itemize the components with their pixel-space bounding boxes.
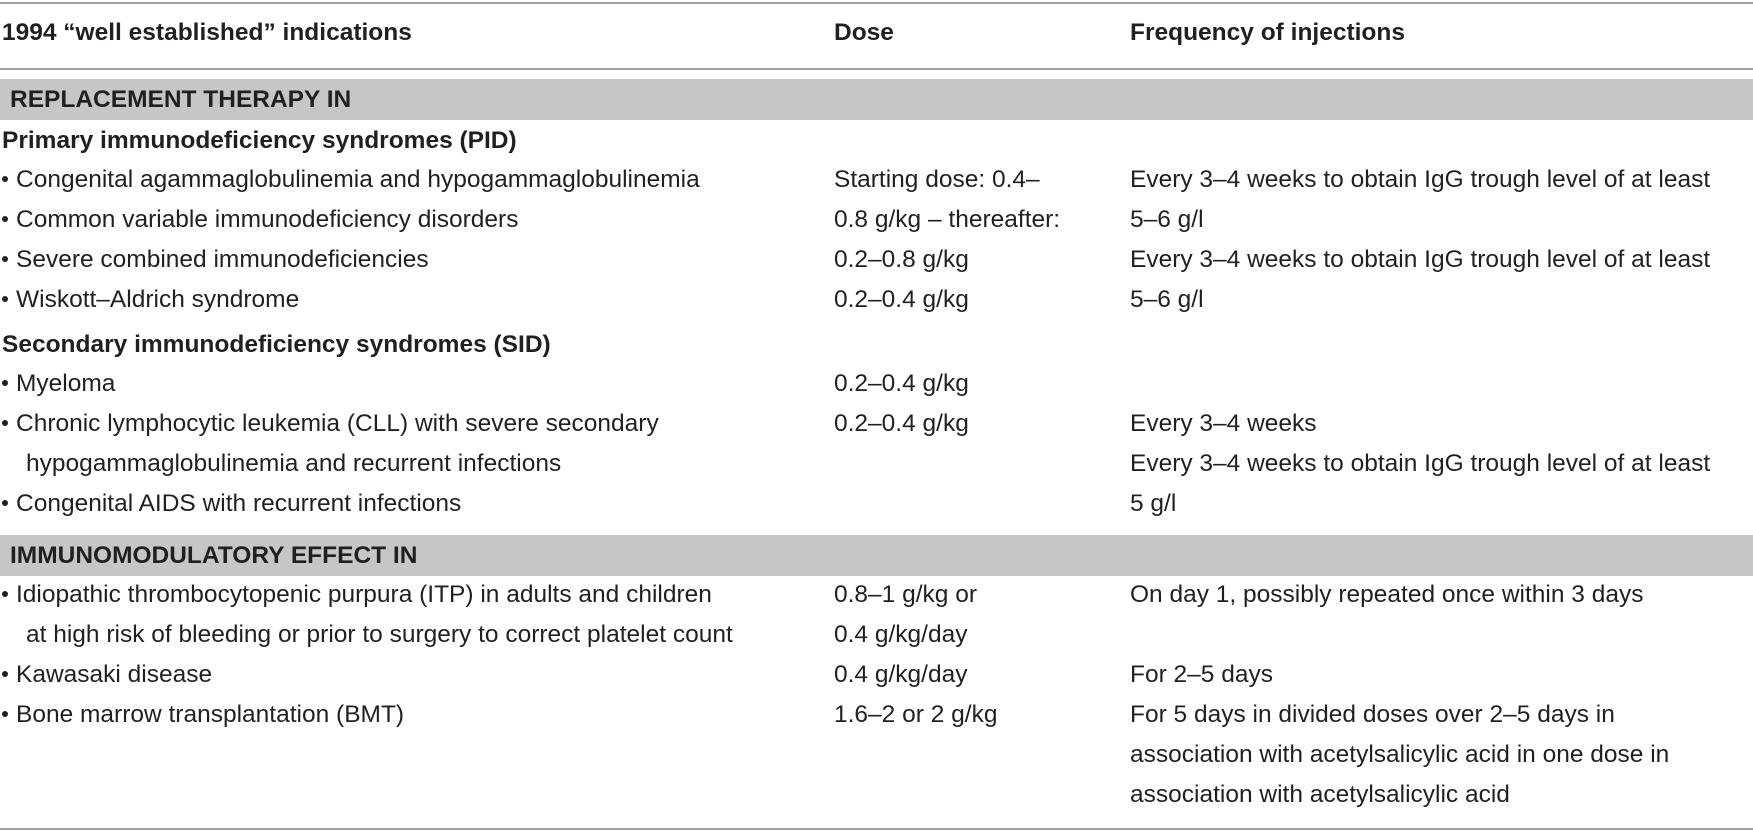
- immuno-frequency-itp: On day 1, possibly repeated once within 3 days: [1130, 581, 1644, 608]
- pid-frequency-line-2: 5–6 g/l: [1130, 206, 1204, 233]
- header-dose: Dose: [834, 19, 894, 46]
- section-title-replacement: REPLACEMENT THERAPY IN: [10, 86, 352, 113]
- table-top-rule: [0, 2, 1753, 4]
- pid-indication-3: Severe combined immunodeficiencies: [2, 240, 429, 280]
- sid-frequency-aids-line-2: 5 g/l: [1130, 490, 1177, 517]
- pid-indication-2: Common variable immunodeficiency disorders: [2, 200, 518, 240]
- immuno-indication-itp: Idiopathic thrombocytopenic purpura (ITP) in adults and children: [2, 575, 712, 615]
- pid-frequency-line-4: 5–6 g/l: [1130, 286, 1204, 313]
- section-title-immunomodulatory: IMMUNOMODULATORY EFFECT IN: [10, 542, 418, 569]
- pid-frequency-line-3: Every 3–4 weeks to obtain IgG trough level of at least: [1130, 246, 1711, 273]
- header-frequency: Frequency of injections: [1130, 19, 1405, 46]
- sid-dose-cll: 0.2–0.4 g/kg: [834, 410, 969, 437]
- sid-frequency-cll: Every 3–4 weeks: [1130, 410, 1317, 437]
- sid-indication-cll-line-2: hypogammaglobulinemia and recurrent infections: [26, 450, 562, 477]
- immuno-indication-itp-line-2: at high risk of bleeding or prior to surgery to correct platelet count: [26, 621, 733, 648]
- immuno-indication-bmt: Bone marrow transplantation (BMT): [2, 695, 404, 735]
- pid-dose-line-4: 0.2–0.4 g/kg: [834, 286, 969, 313]
- sid-indication-myeloma: Myeloma: [2, 364, 115, 404]
- header-indications: 1994 “well established” indications: [2, 19, 412, 46]
- immuno-dose-bmt: 1.6–2 or 2 g/kg: [834, 701, 998, 728]
- sid-dose-myeloma: 0.2–0.4 g/kg: [834, 370, 969, 397]
- pid-dose-line-1: Starting dose: 0.4–: [834, 166, 1040, 193]
- pid-indication-4: Wiskott–Aldrich syndrome: [2, 280, 299, 320]
- sid-indication-cll: Chronic lymphocytic leukemia (CLL) with severe secondary: [2, 404, 659, 444]
- sid-subheading: Secondary immunodeficiency syndromes (SID): [2, 331, 551, 358]
- sid-indication-aids: Congenital AIDS with recurrent infections: [2, 484, 461, 524]
- header-bottom-rule: [0, 68, 1753, 70]
- immuno-dose-itp-line-2: 0.4 g/kg/day: [834, 621, 968, 648]
- immuno-indication-kawasaki: Kawasaki disease: [2, 655, 212, 695]
- pid-frequency-line-1: Every 3–4 weeks to obtain IgG trough level of at least: [1130, 166, 1711, 193]
- pid-subheading: Primary immunodeficiency syndromes (PID): [2, 127, 517, 154]
- immuno-frequency-bmt-line-2: association with acetylsalicylic acid in one dose in: [1130, 741, 1670, 768]
- immuno-frequency-bmt-line-3: association with acetylsalicylic acid: [1130, 781, 1510, 808]
- immuno-dose-kawasaki: 0.4 g/kg/day: [834, 661, 968, 688]
- pid-indication-1: Congenital agammaglobulinemia and hypogammaglobulinemia: [2, 160, 700, 200]
- pid-dose-line-3: 0.2–0.8 g/kg: [834, 246, 969, 273]
- immuno-dose-itp-line-1: 0.8–1 g/kg or: [834, 581, 978, 608]
- pid-dose-line-2: 0.8 g/kg – thereafter:: [834, 206, 1061, 233]
- immuno-frequency-kawasaki: For 2–5 days: [1130, 661, 1273, 688]
- immuno-frequency-bmt-line-1: For 5 days in divided doses over 2–5 days in: [1130, 701, 1615, 728]
- table-bottom-rule: [0, 828, 1753, 830]
- sid-frequency-aids-line-1: Every 3–4 weeks to obtain IgG trough level of at least: [1130, 450, 1711, 477]
